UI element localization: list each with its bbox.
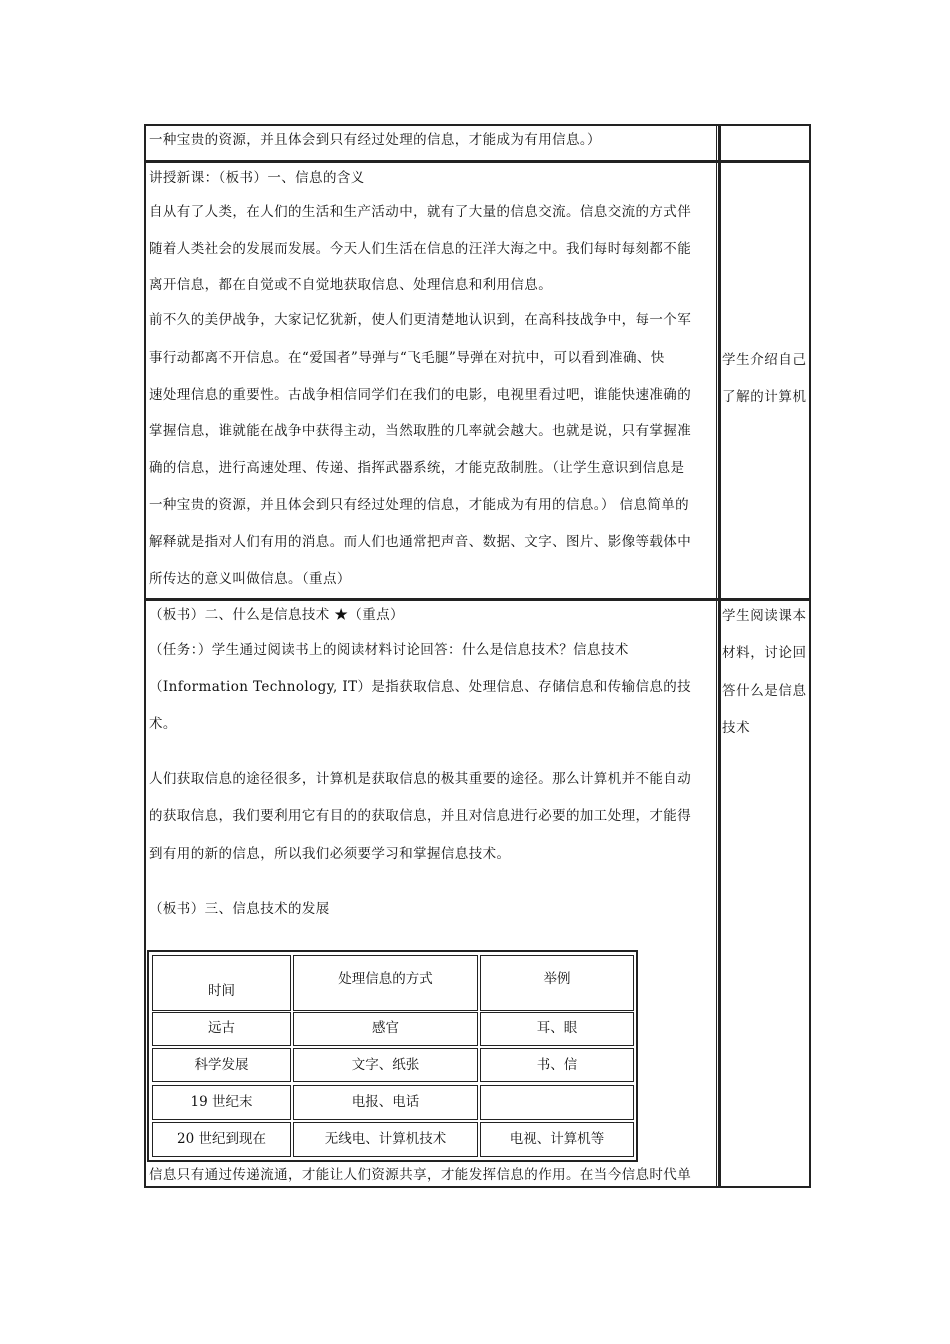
- row2-line: 确的信息，进行高速处理、传递、指挥武器系统，才能克敌制胜。（让学生意识到信息是: [149, 460, 685, 476]
- table-cell: [480, 1085, 634, 1120]
- row3-line: 人们获取信息的途径很多，计算机是获取信息的极其重要的途径。那么计算机并不能自动: [149, 771, 692, 787]
- row3-line: 的获取信息，我们要利用它有目的的获取信息，并且对信息进行必要的加工处理，才能得: [149, 808, 692, 824]
- table-cell-text: 电报、电话: [351, 1094, 420, 1110]
- table-cell-text: 科学发展: [194, 1057, 249, 1073]
- row2-line: 所传达的意义叫做信息。（重点）: [149, 571, 351, 587]
- row3-line: 到有用的新的信息，所以我们必须要学习和掌握信息技术。: [149, 846, 511, 862]
- row3-after-text: 信息只有通过传递流通，才能让人们资源共享，才能发挥信息的作用。在当今信息时代单: [149, 1167, 692, 1183]
- row1-text: 一种宝贵的资源，并且体会到只有经过处理的信息，才能成为有用信息。）: [149, 132, 601, 148]
- row2-line: 前不久的美伊战争，大家记忆犹新，使人们更清楚地认识到，在高科技战争中，每一个军: [149, 312, 692, 328]
- row3-line: 术。: [149, 716, 177, 732]
- row-divider-1: [145, 160, 810, 163]
- row2-line: 解释就是指对人们有用的消息。而人们也通常把声音、数据、文字、图片、影像等载体中: [149, 534, 692, 550]
- table-cell-text: 书、信: [536, 1057, 578, 1073]
- row2-line: 讲授新课：（板书）一、信息的含义: [149, 170, 365, 186]
- table-cell-text: 19 世纪末: [190, 1094, 253, 1110]
- row3-line: （Information Technology, IT）是指获取信息、处理信息、存储信息和传输信息的技: [149, 679, 692, 695]
- row3-line: （板书）三、信息技术的发展: [149, 901, 330, 917]
- table-cell-text: 无线电、计算机技术: [324, 1131, 447, 1147]
- side-note-line: 学生阅读课本: [722, 608, 807, 624]
- table-cell-text: 感官: [372, 1020, 399, 1036]
- row3-line: （板书）二、什么是信息技术 ★（重点）: [149, 607, 404, 623]
- row2-line: 一种宝贵的资源，并且体会到只有经过处理的信息，才能成为有用的信息。） 信息简单的: [149, 497, 690, 513]
- table-cell-text: 耳、眼: [536, 1020, 578, 1036]
- side-note-line: 材料，讨论回: [722, 645, 807, 661]
- side-note-line: 技术: [722, 720, 751, 736]
- table-cell-text: 文字、纸张: [351, 1057, 420, 1073]
- row2-line: 随着人类社会的发展而发展。今天人们生活在信息的汪洋大海之中。我们每时每刻都不能: [149, 241, 692, 257]
- side-note-line: 学生介绍自己: [722, 352, 807, 368]
- table-header: 时间: [208, 983, 235, 999]
- row2-line: 自从有了人类，在人们的生活和生产活动中，就有了大量的信息交流。信息交流的方式伴: [149, 204, 692, 220]
- side-note-line: 答什么是信息: [722, 683, 807, 699]
- row2-line: 掌握信息，谁就能在战争中获得主动，当然取胜的几率就会越大。也就是说，只有掌握准: [149, 423, 692, 439]
- row2-line: 事行动都离不开信息。在“爱国者”导弹与“飞毛腿”导弹在对抗中，可以看到准确、快: [149, 350, 665, 366]
- side-note-line: 了解的计算机: [722, 389, 807, 405]
- table-cell-text: 电视、计算机等: [509, 1131, 605, 1147]
- table-cell-text: 远古: [208, 1020, 235, 1036]
- table-cell-text: 20 世纪到现在: [177, 1131, 266, 1147]
- table-header: 举例: [543, 971, 571, 987]
- row2-line: 离开信息，都在自觉或不自觉地获取信息、处理信息和利用信息。: [149, 277, 553, 293]
- row3-line: （任务：）学生通过阅读书上的阅读材料讨论回答：什么是信息技术？信息技术: [149, 642, 629, 658]
- row-divider-2: [145, 598, 810, 601]
- row2-line: 速处理信息的重要性。古战争相信同学们在我们的电影，电视里看过吧，谁能快速准确的: [149, 387, 692, 403]
- table-header: 处理信息的方式: [338, 971, 433, 987]
- column-divider-inner: [716, 125, 717, 1187]
- column-divider: [718, 125, 721, 1187]
